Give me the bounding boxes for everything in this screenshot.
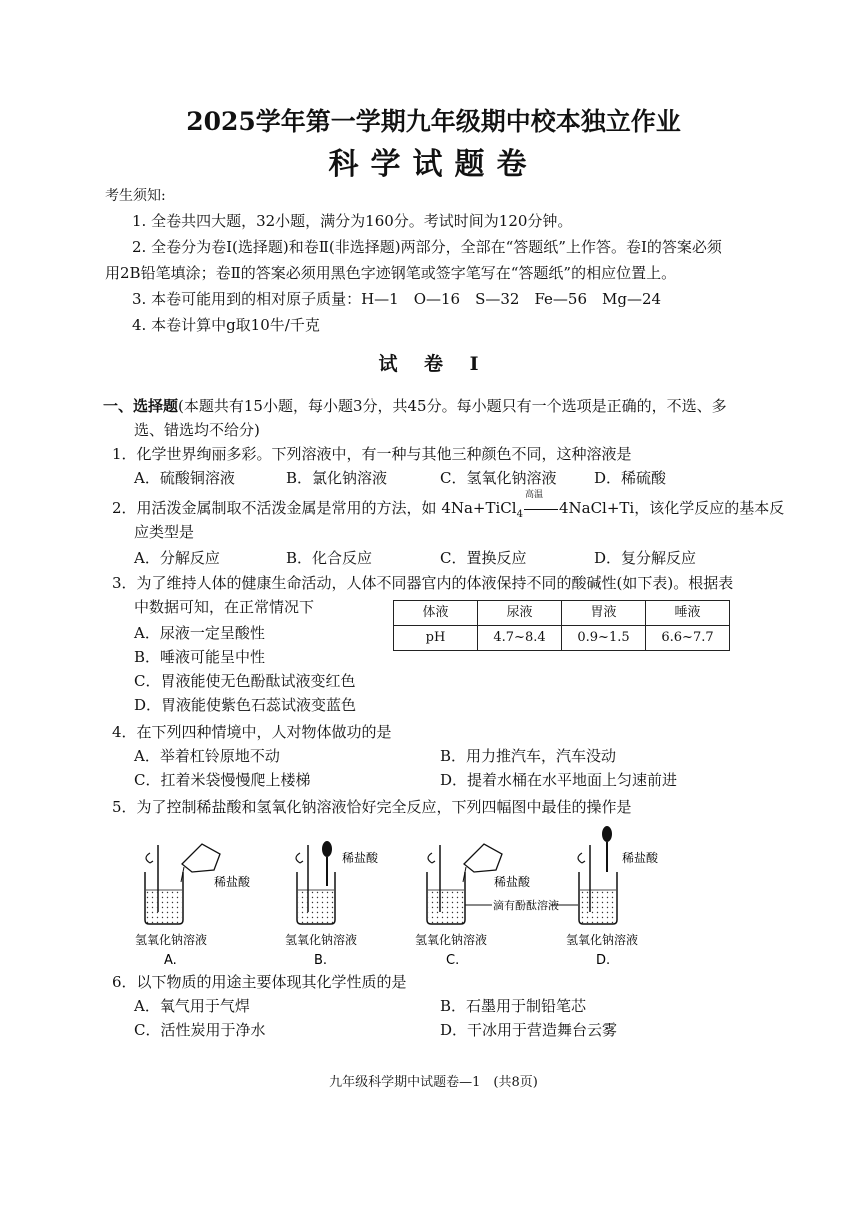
q4-option-a: A．举着杠铃原地不动 — [134, 747, 280, 765]
figure-b — [285, 841, 379, 968]
q4-option-b: B．用力推汽车，汽车没动 — [440, 747, 617, 765]
section-heading — [103, 397, 727, 416]
solution-fill — [580, 890, 616, 923]
ph-table-cell: 6.6~7.7 — [646, 626, 730, 651]
q5-stem: 5．为了控制稀盐酸和氢氧化钠溶液恰好完全反应，下列四幅图中最佳的操作是 — [112, 798, 632, 816]
q1-option-d: D．稀硫酸 — [594, 469, 667, 487]
swirl-icon — [296, 853, 303, 863]
notice-heading: 考生须知: — [105, 188, 166, 204]
q1-option-b: B．氯化钠溶液 — [286, 469, 388, 487]
section-heading-cont: 选、错选均不给分) — [134, 421, 260, 439]
figure-c-indicator: 滴有酚酞溶液 — [493, 899, 559, 912]
figure-b-label: B. — [314, 953, 328, 968]
figure-a-solution: 氢氧化钠溶液 — [135, 933, 208, 947]
page-footer: 九年级科学期中试题卷—1 (共8页) — [329, 1075, 538, 1090]
q4-option-d: D．提着水桶在水平地面上匀速前进 — [440, 771, 678, 789]
notice-item-2-cont: 用2B铅笔填涂；卷Ⅱ的答案必须用黑色字迹钢笔或签字笔写在“答题纸”的相应位置上。 — [105, 264, 677, 282]
ph-table-header-cell: 尿液 — [478, 601, 562, 626]
figure-d — [566, 826, 659, 968]
q2-option-c: C．置换反应 — [440, 549, 527, 567]
q1-option-a: A．硫酸铜溶液 — [134, 469, 235, 487]
section-heading-text: (本题共有15小题，每小题3分，共45分。每小题只有一个选项是正确的，不选、多 — [178, 397, 727, 415]
q6-option-a: A．氧气用于气焊 — [134, 997, 250, 1015]
q2-subscript: 4 — [516, 509, 523, 520]
ph-table-header-cell: 胃液 — [562, 601, 646, 626]
ph-table — [393, 600, 730, 651]
ph-table-header-cell: 唾液 — [646, 601, 730, 626]
figure-d-label: D. — [596, 953, 611, 968]
ph-table-cell: 0.9~1.5 — [562, 626, 646, 651]
q3-option-c: C．胃液能使无色酚酞试液变红色 — [134, 672, 356, 690]
figure-b-solution: 氢氧化钠溶液 — [285, 933, 358, 947]
q5-figures — [120, 820, 680, 970]
notice-item-3: 3. 本卷可能用到的相对原子质量：H—1 O—16 S—32 Fe—56 Mg—24 — [132, 290, 662, 308]
q6-stem: 6．以下物质的用途主要体现其化学性质的是 — [112, 973, 407, 991]
ph-table-header-cell: 体液 — [394, 601, 478, 626]
ph-table-cell: 4.7~8.4 — [478, 626, 562, 651]
figure-c-reagent: 稀盐酸 — [494, 875, 531, 889]
reaction-condition: 高温 — [524, 490, 543, 500]
dropper-bulb-icon — [322, 841, 332, 857]
figure-c-label: C. — [446, 953, 460, 968]
section-heading-label: 一、选择题 — [103, 397, 179, 415]
q2-stem-after: 4NaCl+Ti，该化学反应的基本反 — [558, 499, 785, 517]
swirl-icon — [146, 853, 153, 863]
q2-stem — [112, 490, 785, 522]
pouring-beaker-icon — [182, 844, 220, 872]
exam-title: 2025学年第一学期九年级期中校本独立作业 — [186, 107, 681, 136]
q2-stem-cont: 应类型是 — [134, 523, 195, 541]
q3-option-b: B．唾液可能呈中性 — [134, 648, 266, 666]
exam-subtitle: 科学试题卷 — [328, 147, 539, 182]
q2-option-b: B．化合反应 — [286, 549, 373, 567]
q1-stem: 1．化学世界绚丽多彩。下列溶液中，有一种与其他三种颜色不同，这种溶液是 — [112, 445, 632, 463]
solution-fill — [428, 890, 464, 923]
q3-option-d: D．胃液能使紫色石蕊试液变蓝色 — [134, 696, 357, 714]
swirl-icon — [578, 853, 585, 863]
swirl-icon — [428, 853, 435, 863]
figure-c-solution: 氢氧化钠溶液 — [415, 933, 488, 947]
notice-item-2: 2. 全卷分为卷Ⅰ(选择题)和卷Ⅱ(非选择题)两部分，全部在“答题纸”上作答。卷Ⅰ的答案必须 — [132, 238, 722, 256]
figure-a-reagent: 稀盐酸 — [214, 875, 251, 889]
q3-stem: 3．为了维持人体的健康生命活动，人体不同器官内的体液保持不同的酸碱性(如下表)。根据表 — [112, 574, 734, 592]
dropper-bulb-icon — [602, 826, 612, 842]
q6-option-d: D．干冰用于营造舞台云雾 — [440, 1021, 618, 1039]
q2-stem-before: 2．用活泼金属制取不活泼金属是常用的方法，如 4Na+TiCl — [112, 499, 517, 517]
figure-a-label: A. — [164, 953, 177, 968]
pouring-beaker-icon — [464, 844, 502, 872]
q4-option-c: C．扛着米袋慢慢爬上楼梯 — [134, 771, 311, 789]
figure-a — [135, 844, 251, 968]
q2-option-d: D．复分解反应 — [594, 549, 697, 567]
q3-option-a: A．尿液一定呈酸性 — [134, 624, 265, 642]
ph-table-header-row — [394, 601, 730, 626]
q6-option-b: B．石墨用于制铅笔芯 — [440, 997, 587, 1015]
q2-option-a: A．分解反应 — [134, 549, 220, 567]
q4-stem: 4．在下列四种情境中，人对物体做功的是 — [112, 723, 392, 741]
figure-c — [415, 844, 578, 968]
notice-item-4: 4. 本卷计算中g取10牛/千克 — [132, 316, 320, 334]
q1-option-c: C．氢氧化钠溶液 — [440, 469, 557, 487]
solution-fill — [298, 890, 334, 923]
notice-item-1: 1. 全卷共四大题，32小题，满分为160分。考试时间为120分钟。 — [132, 212, 573, 230]
solution-fill — [146, 890, 182, 923]
ph-table-cell: pH — [394, 626, 478, 651]
ph-table-row — [394, 626, 730, 651]
section-title: 试 卷 Ⅰ — [378, 353, 489, 375]
q6-option-c: C．活性炭用于净水 — [134, 1021, 266, 1039]
q3-stem-cont: 中数据可知，在正常情况下 — [134, 598, 315, 616]
reaction-arrow — [523, 490, 559, 518]
figure-d-reagent: 稀盐酸 — [622, 851, 659, 865]
figure-d-solution: 氢氧化钠溶液 — [566, 933, 639, 947]
figure-b-reagent: 稀盐酸 — [342, 851, 379, 865]
